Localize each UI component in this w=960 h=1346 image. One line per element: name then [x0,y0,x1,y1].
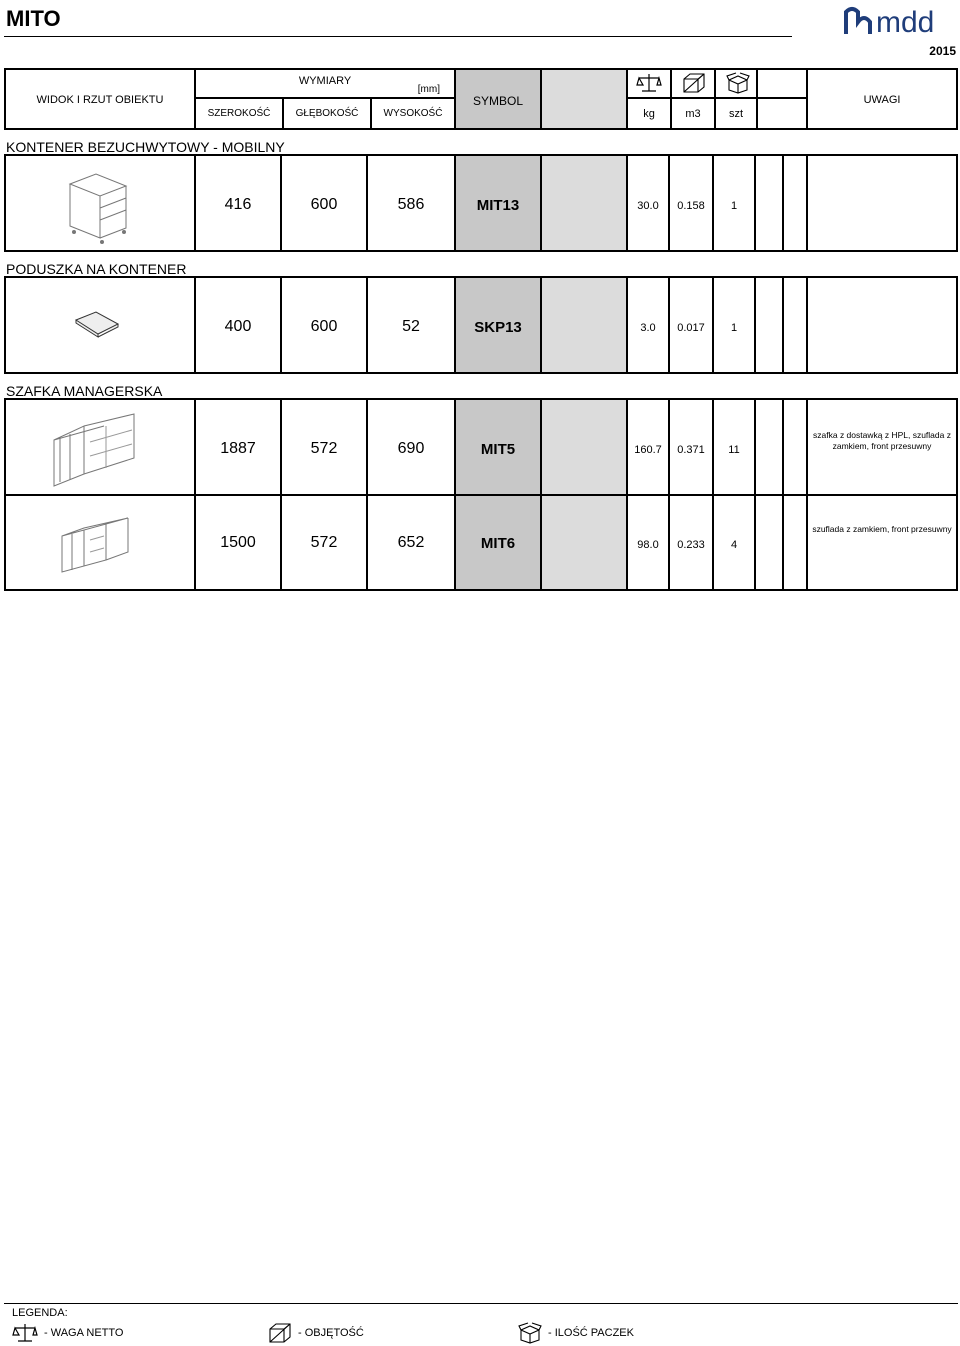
width-value: 416 [224,196,252,213]
table-header [4,68,958,130]
width-value: 1887 [220,440,256,457]
depth-value: 600 [310,318,338,335]
container-image [6,156,196,250]
remarks-value: szafka z dostawką z HPL, szuflada z zamkiem, front przesuwny [813,430,951,451]
table-row [6,400,956,494]
table-row [6,496,956,589]
legend-packages: - ILOŚĆ PACZEK [518,1322,634,1344]
product-view [6,278,196,372]
section-title: KONTENER BEZUCHWYTOWY - MOBILNY [6,139,285,155]
remarks-value: szuflada z zamkiem, front przesuwny [812,524,952,534]
szt-value: 11 [728,444,740,456]
cabinet-image [6,400,196,494]
cushion-image [6,278,196,372]
box-icon [518,1322,542,1344]
depth-value: 572 [310,534,338,551]
product-view [6,496,196,589]
symbol-value: SKP13 [474,319,522,336]
legend-rule [4,1303,958,1304]
header-dimensions: WYMIARY [mm] SZEROKOŚĆ GŁĘBOKOŚĆ WYSOKOŚĆ [196,70,456,128]
depth-value: 600 [310,196,338,213]
mdd-logo [844,4,956,38]
product-view [6,400,196,494]
cube-icon [682,72,706,94]
page-year: 2015 [929,44,956,58]
kg-value: 30.0 [637,200,659,212]
m3-value: 0.371 [677,444,705,456]
szt-value: 4 [730,539,738,551]
header-symbol: SYMBOL [456,70,542,128]
header-blank [542,70,628,128]
header-units: kg m3 szt [628,70,808,128]
legend-title: LEGENDA: [12,1307,68,1319]
height-value: 690 [397,440,425,457]
depth-value: 572 [310,440,338,457]
symbol-value: MIT6 [480,535,516,552]
table-row [4,154,958,252]
header-view: WIDOK I RZUT OBIEKTU [6,70,196,128]
height-value: 652 [397,534,425,551]
cube-icon [268,1322,292,1344]
title-rule [4,36,792,37]
table-row [4,276,958,374]
legend-weight: - WAGA NETTO [12,1322,123,1344]
symbol-value: MIT13 [476,197,520,214]
symbol-value: MIT5 [480,441,516,458]
section-title: SZAFKA MANAGERSKA [6,383,163,399]
page-title: MITO [6,6,61,31]
szt-value: 1 [730,322,738,334]
legend-volume: - OBJĘTOŚĆ [268,1322,364,1344]
cabinet-image [6,496,196,589]
kg-value: 3.0 [640,322,656,334]
m3-value: 0.017 [677,322,705,334]
width-value: 400 [224,318,252,335]
table-group [4,398,958,591]
height-value: 586 [397,196,425,213]
brand-text: mdd [876,6,935,38]
kg-value: 160.7 [634,444,662,456]
kg-value: 98.0 [637,539,659,551]
header-remarks: UWAGI [863,94,901,106]
scale-icon [636,72,662,94]
width-value: 1500 [220,534,256,551]
section-title: PODUSZKA NA KONTENER [6,261,187,277]
m3-value: 0.158 [677,200,705,212]
height-value: 52 [402,318,420,335]
box-icon [726,72,750,94]
scale-icon [12,1322,38,1344]
szt-value: 1 [730,200,738,212]
product-view [6,156,196,250]
m3-value: 0.233 [677,539,705,551]
